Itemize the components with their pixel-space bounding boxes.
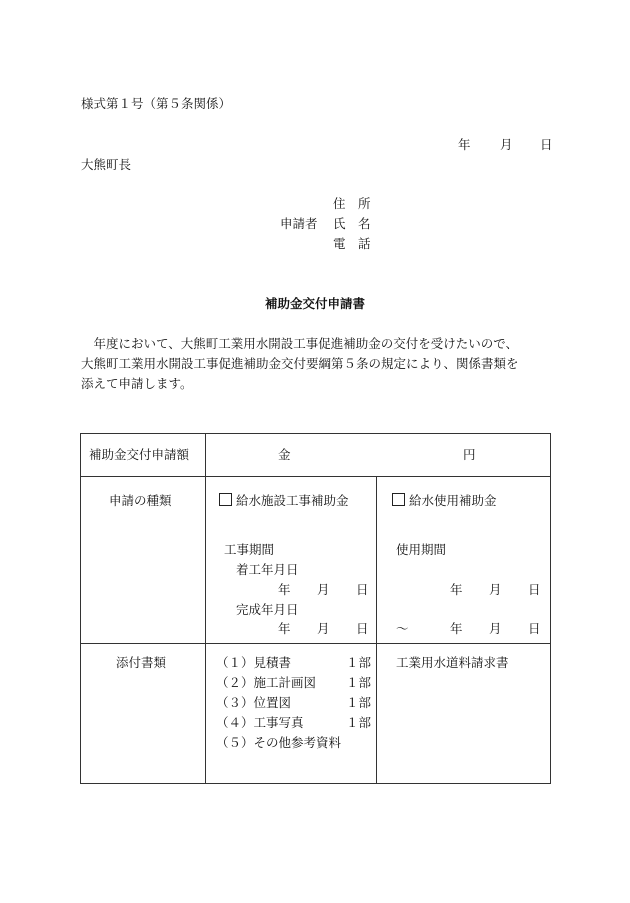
- amount-yen: 円: [463, 447, 476, 462]
- checkbox-usage[interactable]: [392, 493, 405, 506]
- doc-count: １部: [346, 655, 372, 670]
- start-month: 月: [317, 582, 330, 597]
- end-day: 日: [356, 621, 369, 636]
- usage-attachment: 工業用水道料請求書: [396, 655, 509, 670]
- doc-count: １部: [346, 715, 372, 730]
- form-number: 様式第１号（第５条関係）: [81, 96, 232, 111]
- date-month: 月: [500, 137, 513, 152]
- amount-kin: 金: [278, 447, 291, 462]
- applicant-name: 氏 名: [333, 216, 371, 231]
- end-year: 年: [278, 621, 291, 636]
- end-month: 月: [317, 621, 330, 636]
- start-date-label: 着工年月日: [236, 562, 299, 577]
- usage-start-year: 年: [450, 582, 463, 597]
- start-day: 日: [356, 582, 369, 597]
- option-usage[interactable]: [392, 493, 497, 509]
- document-title: 補助金交付申請書: [264, 296, 365, 311]
- type-label: 申請の種類: [109, 493, 172, 508]
- usage-end-month: 月: [489, 621, 502, 636]
- applicant-phone: 電 話: [333, 236, 371, 251]
- checkbox-facility[interactable]: [219, 493, 232, 506]
- usage-period-label: 使用期間: [396, 542, 447, 557]
- body-line-1: 年度において、大熊町工業用水開設工事促進補助金の交付を受けたいので、: [81, 336, 519, 351]
- usage-start-day: 日: [528, 582, 541, 597]
- usage-tilde: ～: [396, 621, 409, 636]
- usage-end-year: 年: [450, 621, 463, 636]
- body-line-2: 大熊町工業用水開設工事促進補助金交付要綱第５条の規定により、関係書類を: [81, 356, 519, 371]
- amount-label: 補助金交付申請額: [89, 447, 190, 462]
- option-facility-label: 給水施設工事補助金: [236, 493, 349, 508]
- applicant-address: 住 所: [333, 196, 371, 211]
- doc-item: （４）工事写真: [216, 715, 304, 730]
- attachments-label: 添付書類: [116, 655, 167, 670]
- body-line-3: 添えて申請します。: [81, 376, 193, 391]
- applicant-label: 申請者: [280, 216, 318, 231]
- option-facility[interactable]: [219, 493, 349, 509]
- date-year: 年: [458, 137, 471, 152]
- date-day: 日: [540, 137, 553, 152]
- doc-item: （５）その他参考資料: [216, 735, 342, 750]
- construction-period-label: 工事期間: [224, 542, 275, 557]
- doc-item: （２）施工計画図: [216, 675, 317, 690]
- addressee: 大熊町長: [81, 157, 132, 172]
- end-date-label: 完成年月日: [236, 602, 299, 617]
- option-usage-label: 給水使用補助金: [409, 493, 497, 508]
- doc-count: １部: [346, 695, 372, 710]
- doc-item: （３）位置図: [216, 695, 292, 710]
- start-year: 年: [278, 582, 291, 597]
- usage-end-day: 日: [528, 621, 541, 636]
- doc-count: １部: [346, 675, 372, 690]
- doc-item: （１）見積書: [216, 655, 292, 670]
- usage-start-month: 月: [489, 582, 502, 597]
